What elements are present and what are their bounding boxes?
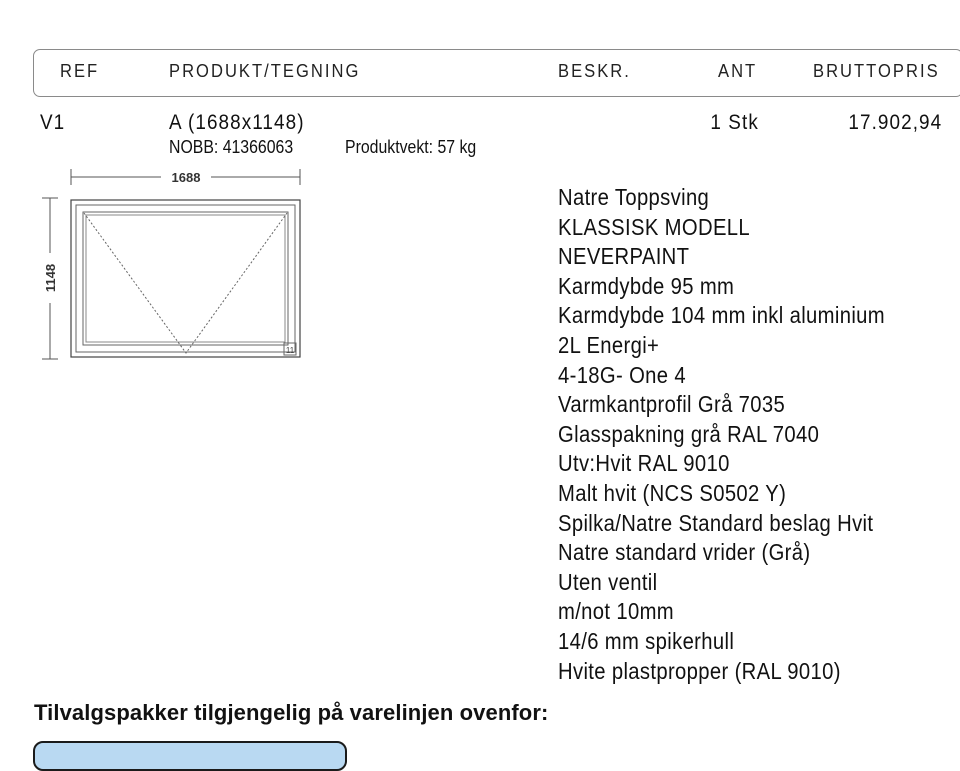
description-line: Glasspakning grå RAL 7040	[558, 420, 820, 447]
description-line: Malt hvit (NCS S0502 Y)	[558, 479, 787, 506]
header-description: BESKR.	[558, 61, 631, 81]
option-package-button[interactable]	[33, 741, 347, 771]
item-price: 17.902,94	[848, 111, 942, 134]
description-line: Utv:Hvit RAL 9010	[558, 450, 730, 477]
description-line: NEVERPAINT	[558, 243, 690, 270]
item-quantity: 1 Stk	[710, 111, 759, 134]
height-label: 1148	[43, 263, 58, 293]
description-line: Uten ventil	[558, 568, 658, 595]
item-weight: Produktvekt: 57 kg	[345, 137, 477, 157]
item-product: A (1688x1148)	[169, 111, 305, 134]
description-line: 14/6 mm spikerhull	[558, 627, 735, 654]
header-product: PRODUKT/TEGNING	[169, 61, 361, 81]
description-line: Hvite plastpropper (RAL 9010)	[558, 657, 841, 684]
item-ref: V1	[40, 111, 66, 134]
header-ref: REF	[60, 61, 100, 81]
header-quantity: ANT	[718, 61, 758, 81]
description-line: Varmkantprofil Grå 7035	[558, 391, 786, 418]
corner-label: 11	[285, 346, 295, 355]
description-line: 2L Energi+	[558, 331, 660, 358]
options-title: Tilvalgspakker tilgjengelig på varelinjen ovenfor:	[34, 700, 549, 725]
width-label: 1688	[171, 170, 201, 185]
product-description-list	[558, 183, 930, 686]
description-line: Karmdybde 95 mm	[558, 272, 735, 299]
description-line: Spilka/Natre Standard beslag Hvit	[558, 509, 874, 536]
description-line: Natre standard vrider (Grå)	[558, 539, 811, 566]
description-line: m/not 10mm	[558, 598, 675, 625]
header-price: BRUTTOPRIS	[813, 61, 940, 81]
opening-direction-lines	[84, 213, 287, 353]
window-outer-frame	[71, 200, 300, 357]
description-line: 4-18G- One 4	[558, 361, 686, 388]
description-line: Natre Toppsving	[558, 184, 710, 210]
description-line: Karmdybde 104 mm inkl aluminium	[558, 302, 886, 329]
item-nobb: NOBB: 41366063	[169, 137, 294, 157]
description-line: KLASSISK MODELL	[558, 213, 751, 240]
window-drawing	[36, 163, 308, 367]
